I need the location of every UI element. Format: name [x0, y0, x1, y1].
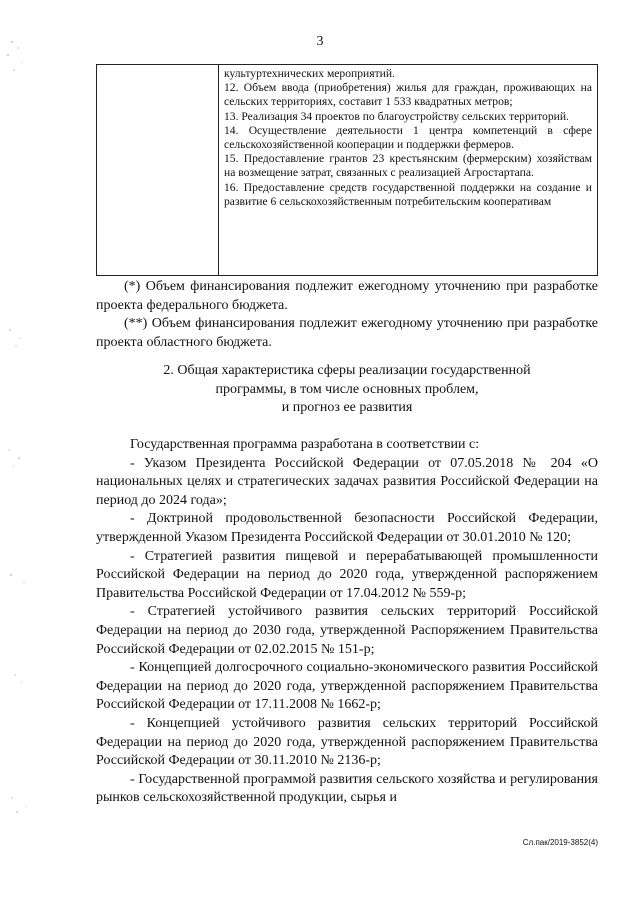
page-number: 3 [316, 34, 324, 49]
table-item: 12. Объем ввода (приобретения) жилья для граждан, проживающих на сельских территориях, составит 1 533 квадратных метров; [224, 81, 592, 109]
note-regional: (**) Объем финансирования подлежит ежегодному уточнению при разработке проекта областного бюджета. [96, 316, 598, 350]
table-item: 16. Предоставление средств государственной поддержки на создание и развитие 6 сельскохозяйственным потребительским кооперативам [224, 180, 592, 208]
table-item: 15. Предоставление грантов 23 крестьянским (фермерским) хозяйствам на возмещение затрат, связанных с реализацией Агростартапа. [224, 152, 592, 180]
body-paragraph: Государственная программа разработана в соответствии с: [130, 437, 480, 452]
scan-margin-noise [0, 0, 40, 905]
body-paragraph: - Стратегией устойчивого развития сельских территорий Российской Федерации на период до 2030 года, утвержденной Распоряжением Правительства Российской Федерации от 02.02.2015 № 151-р; [96, 604, 598, 657]
table-item: 13. Реализация 34 проектов по благоустройству сельских территорий. [224, 109, 569, 123]
note-federal: (*) Объем финансирования подлежит ежегодному уточнению при разработке проекта федерального бюджета. [96, 279, 598, 313]
footer-doc-code: Сл.пак/2019-3852(4) [522, 838, 598, 847]
body-paragraph: - Концепцией долгосрочного социально-экономического развития Российской Федерации на период до 2020 года, утвержденной распоряжением Правительства Российской Федерации от 17.11.2008 № 1662-р; [96, 660, 598, 713]
section-heading [96, 362, 598, 418]
body-paragraph: - Указом Президента Российской Федерации от 07.05.2018 № 204 «О национальных целях и стратегических задачах развития Российской Федерации на период до 2024 года»; [96, 455, 598, 508]
body-text [96, 436, 598, 808]
body-paragraph: - Концепцией устойчивого развития сельских территорий Российской Федерации на период до 2020 года, утвержденной распоряжением Правительства Российской Федерации от 30.11.2010 № 2136-р; [96, 715, 598, 769]
financing-notes [96, 278, 598, 352]
section-heading-line: программы, в том числе основных проблем, [215, 381, 479, 397]
body-paragraph: - Доктриной продовольственной безопасности Российской Федерации, утвержденной Указом Президента Российской Федерации от 30.01.2010 № 120; [96, 511, 598, 545]
indicators-table [96, 64, 598, 276]
table-column-divider [218, 65, 219, 275]
body-paragraph: - Государственной программой развития сельского хозяйства и регулирования рынков сельскохозяйственной продукции, сырья и [96, 771, 598, 806]
table-results-cell [224, 67, 592, 209]
section-heading-line: и прогноз ее развития [281, 400, 413, 416]
section-heading-line: 2. Общая характеристика сферы реализации государственной [163, 363, 531, 378]
table-item: культуртехнических мероприятий. [224, 67, 395, 80]
body-paragraph: - Стратегией развития пищевой и перерабатывающей промышленности Российской Федерации на период до 2020 года, утвержденной распоряжением Правительства Российской Федерации от 17.04.2012 № 559-р; [96, 548, 598, 601]
table-item: 14. Осуществление деятельности 1 центра компетенций в сфере сельскохозяйственной кооперации и поддержки фермеров. [224, 123, 592, 152]
